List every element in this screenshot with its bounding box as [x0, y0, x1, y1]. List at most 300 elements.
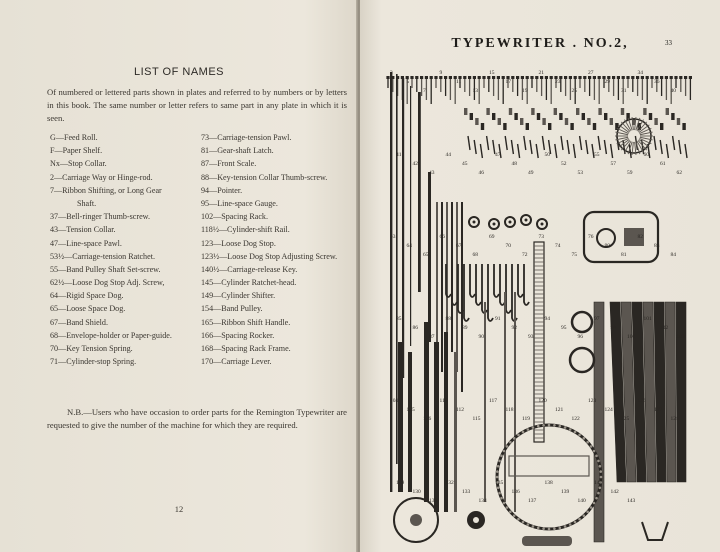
screw-head — [430, 76, 433, 79]
right-page — [360, 0, 720, 552]
screw-head — [612, 76, 615, 79]
small-part — [492, 113, 495, 120]
list-item: 67—Band Shield. — [50, 317, 109, 327]
part-number-label: 72 — [522, 252, 528, 258]
part-number-label: 123 — [588, 398, 597, 404]
collar-hole — [493, 223, 496, 226]
part-number-label: 69 — [489, 234, 495, 240]
wheel-dot — [498, 460, 501, 463]
screw-head — [588, 76, 591, 79]
wheel-dot — [559, 425, 562, 428]
wheel-dot — [553, 527, 556, 530]
rod-part — [461, 202, 463, 392]
part-number-label: 117 — [489, 398, 498, 404]
wheel-dot — [497, 487, 500, 490]
spacing-wheel — [497, 425, 601, 529]
screw-head — [439, 76, 442, 79]
small-part — [643, 108, 646, 115]
screw-head — [569, 76, 572, 79]
part-number-label: 91 — [495, 316, 501, 322]
wheel-dot — [599, 470, 602, 473]
pin-part — [611, 144, 613, 158]
wheel-dot — [586, 441, 589, 444]
wheel-dot — [509, 510, 512, 513]
part-number-label: 82 — [637, 234, 643, 240]
pulley-hub — [410, 514, 422, 526]
small-part — [582, 113, 585, 120]
small-part — [531, 108, 534, 115]
pin-part — [524, 136, 526, 150]
part-number-label: 102 — [660, 325, 669, 331]
part-number-label: 55 — [594, 152, 600, 158]
plate-title: TYPEWRITER . NO.2, 33 — [451, 36, 672, 51]
names-column-2 — [201, 131, 353, 368]
small-part — [649, 113, 652, 120]
wheel-dot — [593, 502, 596, 505]
wheel-dot — [569, 428, 572, 431]
small-part — [610, 118, 613, 125]
band-ring — [572, 312, 592, 332]
small-part — [559, 113, 562, 120]
part-number-label: 87 — [429, 334, 435, 340]
list-item: 170—Carriage Lever. — [201, 357, 272, 367]
list-item: 154—Band Pulley. — [201, 304, 263, 314]
part-number-label: 118 — [505, 407, 514, 413]
collar-hole — [525, 219, 528, 222]
list-item: 43—Tension Collar. — [50, 225, 116, 235]
wheel-dot — [503, 502, 506, 505]
part-number-label: 9 — [439, 70, 443, 76]
key-lever — [470, 264, 475, 297]
screw-head — [449, 76, 452, 79]
list-item: 102—Spacing Rack. — [201, 212, 268, 222]
wheel-dot — [500, 497, 503, 500]
wheel-dot — [500, 455, 503, 458]
small-part — [514, 113, 517, 120]
type-bar — [594, 302, 604, 542]
small-part — [654, 118, 657, 125]
part-number-label: 85 — [396, 316, 402, 322]
part-number-label: 92 — [511, 325, 517, 331]
left-page — [0, 0, 358, 552]
names-column-1 — [50, 131, 200, 368]
part-number-label: 47 — [495, 152, 501, 158]
cylinder-rod — [522, 536, 572, 546]
screw-head — [420, 76, 423, 79]
screw-head — [540, 76, 543, 79]
list-item: 118½—Cylinder-shift Rail. — [201, 225, 290, 235]
small-part — [503, 123, 506, 130]
screw-head — [530, 76, 533, 79]
part-number-label: 43 — [429, 170, 435, 176]
part-number-label: 141 — [594, 480, 603, 486]
part-number-label: 17 — [505, 79, 511, 85]
pin-part — [468, 136, 470, 150]
part-number-label: 80 — [604, 243, 610, 249]
part-number-label: 62 — [676, 170, 682, 176]
pin-part — [573, 144, 575, 158]
wheel-dot — [542, 527, 545, 530]
list-item: 68—Envelope-holder or Paper-guide. — [50, 330, 172, 340]
part-number-label: 115 — [472, 416, 481, 422]
part-number-label: 133 — [462, 489, 471, 495]
wheel-dot — [599, 465, 602, 468]
wheel-dot — [578, 434, 581, 437]
wheel-dot — [548, 528, 551, 531]
screw-head — [410, 76, 413, 79]
pin-part — [474, 140, 476, 154]
part-number-label: 98 — [610, 325, 616, 331]
list-item: 73—Carriage-tension Pawl. — [201, 133, 292, 142]
part-number-label: 75 — [571, 252, 577, 258]
screw-head — [689, 76, 692, 79]
part-number-label: 23 — [555, 79, 561, 85]
part-number-label: 112 — [456, 407, 465, 413]
part-number-label: 29 — [604, 79, 610, 85]
part-number-label: 34 — [637, 70, 643, 76]
screw-head — [636, 76, 639, 79]
pin-part — [511, 140, 513, 154]
wheel-dot — [496, 470, 499, 473]
part-number-label: 31 — [621, 88, 627, 94]
list-item: 166—Spacing Rocker. — [201, 330, 275, 340]
list-item: 64—Rigid Space Dog. — [50, 291, 124, 301]
disc-hole — [473, 517, 479, 523]
part-number-label: 50 — [544, 152, 550, 158]
wheel-dot — [574, 521, 577, 524]
wheel-insert — [509, 456, 589, 476]
part-number-label: 90 — [478, 334, 484, 340]
wheel-dot — [496, 476, 499, 479]
screw-head — [660, 76, 663, 79]
part-number-label: 42 — [412, 161, 418, 167]
wheel-dot — [590, 445, 593, 448]
screw-head — [564, 76, 567, 79]
pin-part — [536, 144, 538, 158]
part-number-label: 110 — [439, 398, 448, 404]
small-part — [682, 123, 685, 130]
collar-hole — [541, 223, 544, 226]
list-item: 165—Ribbon Shift Handle. — [201, 317, 291, 327]
screw-head — [626, 76, 629, 79]
screw-head — [622, 76, 625, 79]
part-number-label: 57 — [610, 161, 616, 167]
list-item: 71—Cylinder-stop Spring. — [50, 357, 137, 367]
screw-head — [482, 76, 485, 79]
screw-head — [641, 76, 644, 79]
screw-head — [617, 76, 620, 79]
screw-head — [646, 76, 649, 79]
part-number-label: 89 — [462, 325, 468, 331]
list-item: 7—Ribbon Shifting, or Long Gear — [50, 185, 162, 195]
part-number-label: 130 — [412, 489, 421, 495]
list-item: 88—Key-tension Collar Thumb-screw. — [201, 172, 328, 182]
wheel-dot — [559, 527, 562, 530]
part-number-label: 119 — [522, 416, 531, 422]
small-part — [520, 118, 523, 125]
parts-plate — [384, 36, 696, 548]
list-item: 62½—Loose Dog Stop Adj. Screw, — [50, 278, 165, 288]
part-number-label: 52 — [561, 161, 567, 167]
key-lever — [494, 264, 499, 297]
pin-part — [598, 136, 600, 150]
screw-head — [679, 76, 682, 79]
wheel-dot — [532, 426, 535, 429]
part-number-label: 132 — [445, 480, 454, 486]
part-number-label: 73 — [538, 234, 544, 240]
list-item: F—Paper Shelf. — [50, 146, 103, 156]
pin-part — [580, 136, 582, 150]
pin-part — [666, 144, 668, 158]
wheel-dot — [595, 497, 598, 500]
pin-part — [561, 136, 563, 150]
wheel-dot — [537, 425, 540, 428]
part-number-label: 134 — [478, 498, 487, 504]
wheel-dot — [595, 455, 598, 458]
wheel-dot — [597, 492, 600, 495]
list-item: 65—Loose Space Dog. — [50, 304, 126, 314]
part-number-label: 106 — [423, 416, 432, 422]
list-item: 140½—Carriage-release Key. — [201, 264, 298, 274]
screw-head — [674, 76, 677, 79]
small-part — [464, 108, 467, 115]
part-number-label: 127 — [654, 407, 663, 413]
page-title: LIST OF NAMES — [133, 66, 225, 78]
wheel-dot — [509, 441, 512, 444]
part-number-label: 97 — [594, 316, 600, 322]
intro-paragraph: Of numbered or lettered parts shown in plates and referred to by numbers or by letters in this book. The same number or letter refers to same part in any plate in which it is seen. — [47, 87, 347, 124]
key-lever — [524, 264, 529, 305]
screw-head — [492, 76, 495, 79]
screw-head — [521, 76, 524, 79]
list-item: 149—Cylinder Shifter. — [201, 291, 276, 301]
carriage-lever — [642, 522, 668, 540]
wheel-dot — [503, 450, 506, 453]
part-number-label: 68 — [472, 252, 478, 258]
part-number-label: 129 — [396, 480, 405, 486]
screw-head — [502, 76, 505, 79]
part-number-label: 126 — [637, 398, 646, 404]
part-number-label: 36 — [654, 79, 660, 85]
screw-head — [598, 76, 601, 79]
list-item: 53½—Carriage-tension Ratchet. — [50, 251, 155, 261]
part-number-label: 120 — [538, 398, 547, 404]
part-number-label: 48 — [511, 161, 517, 167]
wheel-dot — [548, 424, 551, 427]
pin-part — [518, 144, 520, 158]
part-number-label: 46 — [478, 170, 484, 176]
wheel-dot — [578, 518, 581, 521]
wheel-dot — [553, 424, 556, 427]
wheel-dot — [542, 424, 545, 427]
pin-part — [673, 136, 675, 150]
part-number-label: 13 — [472, 88, 478, 94]
small-part — [604, 113, 607, 120]
wheel-dot — [498, 492, 501, 495]
wheel-dot — [599, 487, 602, 490]
part-number-label: 138 — [544, 480, 553, 486]
part-number-label: 95 — [561, 325, 567, 331]
wheel-dot — [569, 523, 572, 526]
list-item: 87—Front Scale. — [201, 159, 257, 169]
tall-bar — [484, 302, 486, 502]
wheel-dot — [527, 523, 530, 526]
small-part — [470, 113, 473, 120]
screw-head — [684, 76, 687, 79]
screw-head — [583, 76, 586, 79]
pin-part — [542, 136, 544, 150]
list-item: 123½—Loose Dog Stop Adjusting Screw. — [201, 251, 338, 261]
pin-part — [679, 140, 681, 154]
wheel-dot — [574, 431, 577, 434]
small-part — [660, 123, 663, 130]
list-item: 123—Loose Dog Stop. — [201, 238, 276, 248]
wheel-dot — [513, 514, 516, 517]
list-item: Shaft. — [77, 198, 97, 208]
part-number-label: 65 — [423, 252, 429, 258]
part-number-label: 83 — [654, 243, 660, 249]
pin-part — [586, 140, 588, 154]
wheel-dot — [506, 445, 509, 448]
part-number-label: 88 — [445, 316, 451, 322]
part-number-label: 45 — [462, 161, 468, 167]
screw-head — [386, 76, 389, 79]
screw-head — [578, 76, 581, 79]
tall-bar — [454, 352, 457, 512]
part-number-label: 7 — [423, 88, 426, 94]
screw-head — [670, 76, 673, 79]
long-rod — [402, 78, 404, 378]
screw-head — [593, 76, 596, 79]
part-number-label: 122 — [571, 416, 580, 422]
wheel-dot — [527, 428, 530, 431]
collar-hole — [509, 221, 512, 224]
collar-hole — [473, 221, 476, 224]
tall-bar — [408, 352, 412, 492]
parts-illustration — [384, 52, 696, 548]
small-part — [570, 123, 573, 130]
part-number-label: 124 — [604, 407, 613, 413]
list-item: 55—Band Pulley Shaft Set-screw. — [50, 264, 161, 274]
list-item: 37—Bell-ringer Thumb-screw. — [50, 212, 151, 222]
screw-head — [468, 76, 471, 79]
part-number-label: 86 — [412, 325, 418, 331]
pin-part — [654, 136, 656, 150]
key-lever — [518, 264, 523, 297]
small-part — [526, 123, 529, 130]
part-number-label: 64 — [406, 243, 412, 249]
wheel-dot — [586, 510, 589, 513]
part-number-label: 128 — [670, 416, 679, 422]
order-note: N.B.—Users who have occasion to order parts for the Remington Typewriter are requested to give the number of the machine for which they are required. — [47, 407, 347, 431]
small-part — [537, 113, 540, 120]
rod-part — [441, 202, 443, 372]
screw-head — [434, 76, 437, 79]
page-number: 12 — [174, 504, 184, 514]
part-number-label: 5 — [406, 79, 410, 85]
pin-part — [530, 140, 532, 154]
wheel-dot — [593, 450, 596, 453]
screw-head — [487, 76, 490, 79]
wheel-dot — [600, 476, 603, 479]
part-number-label: 27 — [588, 70, 594, 76]
part-number-label: 93 — [528, 334, 534, 340]
part-number-label: 139 — [561, 489, 570, 495]
part-number-label: 76 — [588, 234, 594, 240]
tall-bar — [424, 322, 429, 502]
wheel-dot — [522, 521, 525, 524]
part-number-label: 143 — [627, 498, 636, 504]
list-item: 47—Line-space Pawl. — [50, 238, 122, 248]
list-item: 2—Carriage Way or Hinge-rod. — [50, 172, 153, 182]
pin-part — [487, 136, 489, 150]
wheel-dot — [506, 506, 509, 509]
part-number-label: 61 — [660, 161, 666, 167]
small-part — [542, 118, 545, 125]
key-lever — [476, 264, 481, 305]
part-number-label: 137 — [528, 498, 537, 504]
wheel-dot — [497, 465, 500, 468]
small-part — [593, 123, 596, 130]
small-part — [481, 123, 484, 130]
part-number-label: 142 — [610, 489, 619, 495]
key-lever — [446, 264, 451, 297]
list-item: 94—Pointer. — [201, 185, 243, 195]
part-number-label: 67 — [456, 243, 462, 249]
part-number-label: 96 — [577, 334, 583, 340]
part-number-label: 21 — [538, 70, 544, 76]
screw-head — [425, 76, 428, 79]
small-part — [509, 108, 512, 115]
part-number-label: 44 — [445, 152, 451, 158]
part-number-label: 66 — [439, 234, 445, 240]
screw-head — [631, 76, 634, 79]
part-number-label: 81 — [621, 252, 627, 258]
wheel-dot — [517, 434, 520, 437]
list-item: Nx—Stop Collar. — [50, 159, 107, 169]
screw-head — [526, 76, 529, 79]
long-rod — [396, 74, 398, 464]
small-part — [587, 118, 590, 125]
screw-head — [473, 76, 476, 79]
part-number-label: 84 — [670, 252, 676, 258]
pin-part — [685, 144, 687, 158]
pin-part — [505, 136, 507, 150]
pin-part — [567, 140, 569, 154]
small-part — [548, 123, 551, 130]
wheel-dot — [582, 437, 585, 440]
part-number-label: 70 — [505, 243, 511, 249]
screw-head — [574, 76, 577, 79]
wheel-dot — [537, 527, 540, 530]
screw-head — [463, 76, 466, 79]
wheel-dot — [590, 506, 593, 509]
part-number-label: 25 — [571, 88, 577, 94]
list-item: 168—Spacing Rack Frame. — [201, 344, 291, 353]
part-number-label: 63 — [390, 234, 396, 240]
wheel-dot — [517, 518, 520, 521]
part-number-label: 136 — [511, 489, 520, 495]
screw-head — [444, 76, 447, 79]
wheel-dot — [564, 525, 567, 528]
part-number-label: 11 — [456, 79, 462, 85]
small-part — [677, 118, 680, 125]
part-number-label: 125 — [621, 416, 630, 422]
band-ring — [570, 348, 594, 372]
part-number-label: 49 — [528, 170, 534, 176]
small-part — [621, 108, 624, 115]
tall-bar — [434, 342, 439, 512]
